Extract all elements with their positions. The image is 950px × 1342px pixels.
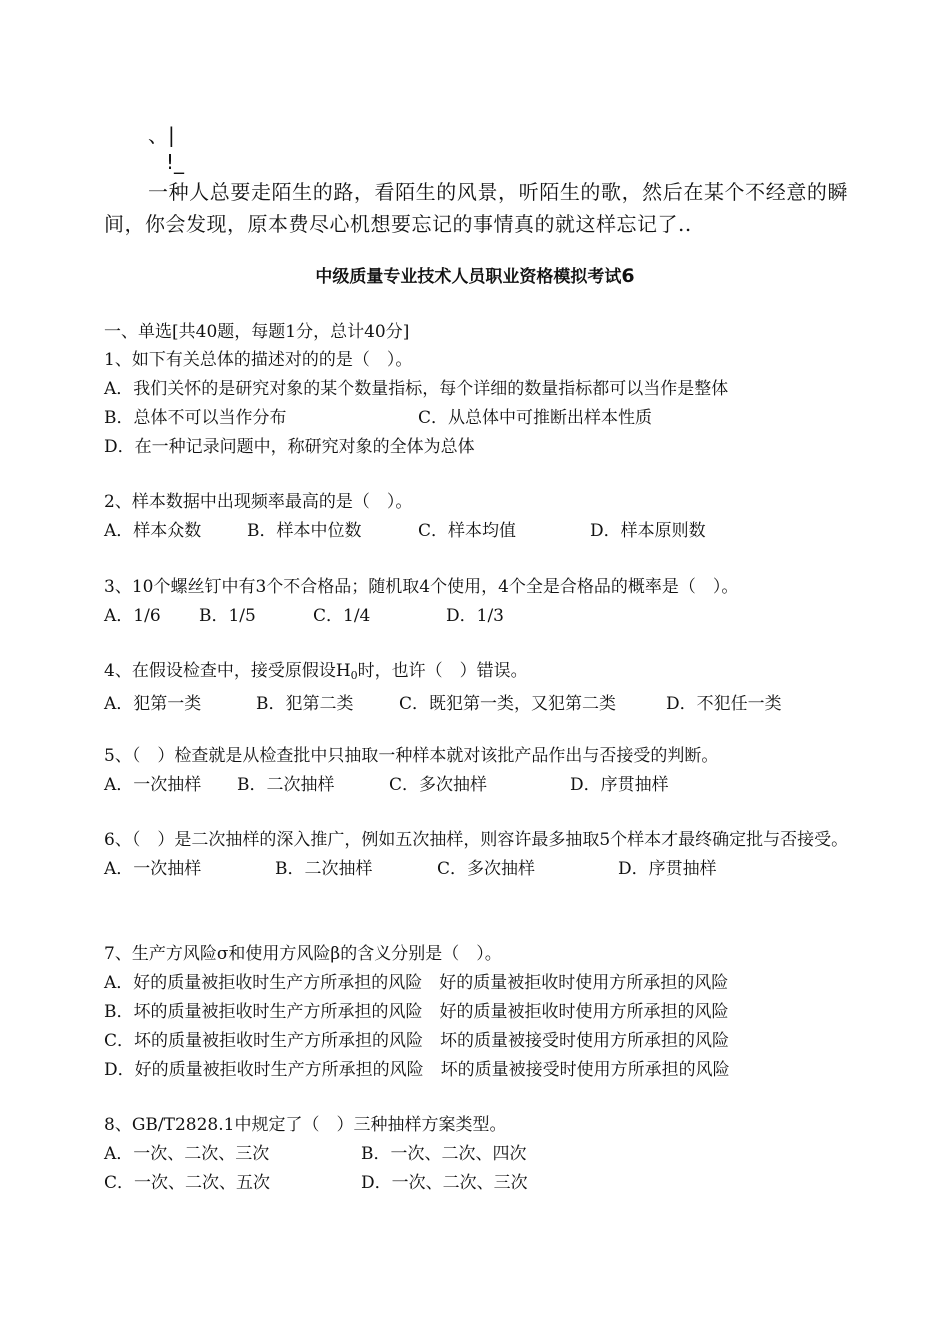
option-a: A．样本众数 bbox=[104, 521, 202, 541]
option-d: D．一次、二次、三次 bbox=[361, 1173, 528, 1193]
option-c: C．从总体中可推断出样本性质 bbox=[418, 408, 653, 428]
option-d: D．序贯抽样 bbox=[570, 775, 669, 795]
option-row bbox=[104, 855, 852, 884]
question-stem: 8、GB/T2828.1中规定了（ ）三种抽样方案类型。 bbox=[104, 1115, 507, 1135]
option-row bbox=[104, 517, 852, 546]
question-stem: 5、（ ）检查就是从检查批中只抽取一种样本就对该批产品作出与否接受的判断。 bbox=[104, 746, 719, 766]
option-row bbox=[104, 998, 852, 1027]
stray-mark-1: 、| bbox=[148, 123, 175, 147]
question-3 bbox=[104, 573, 852, 631]
question-4 bbox=[104, 657, 852, 719]
option-d: D．在一种记录问题中，称研究对象的全体为总体 bbox=[104, 437, 475, 457]
option-c: C．一次、二次、五次 bbox=[104, 1173, 271, 1193]
option-c: C．样本均值 bbox=[418, 521, 517, 541]
option-b: B．1/5 bbox=[199, 606, 256, 626]
question-1 bbox=[104, 346, 852, 462]
stray-mark-2: !_ bbox=[166, 150, 185, 174]
option-b: B．样本中位数 bbox=[247, 521, 362, 541]
question-stem: 7、生产方风险σ和使用方风险β的含义分别是（ ）。 bbox=[104, 944, 502, 964]
option-c: C．坏的质量被拒收时生产方所承担的风险 坏的质量被接受时使用方所承担的风险 bbox=[104, 1031, 730, 1051]
question-stem: 1、如下有关总体的描述对的的是（ ）。 bbox=[104, 350, 413, 370]
option-a: A．一次抽样 bbox=[104, 859, 202, 879]
option-row bbox=[104, 602, 852, 631]
option-row bbox=[104, 1056, 852, 1085]
option-d: D．序贯抽样 bbox=[618, 859, 717, 879]
option-a: A．一次抽样 bbox=[104, 775, 202, 795]
question-stem-part: 4、在假设检查中，接受原假设H bbox=[104, 661, 351, 681]
option-row bbox=[104, 690, 852, 719]
exam-title bbox=[0, 264, 950, 289]
option-c: C．1/4 bbox=[313, 606, 371, 626]
question-stem bbox=[104, 657, 852, 690]
option-b: B．二次抽样 bbox=[237, 775, 335, 795]
exam-title-text: 中级质量专业技术人员职业资格模拟考试 bbox=[315, 267, 622, 287]
question-5 bbox=[104, 742, 852, 800]
option-b: B．犯第二类 bbox=[256, 694, 354, 714]
option-row bbox=[104, 1027, 852, 1056]
option-row bbox=[104, 433, 852, 462]
option-b: B．总体不可以当作分布 bbox=[104, 408, 287, 428]
question-2 bbox=[104, 488, 852, 546]
option-d: D．好的质量被拒收时生产方所承担的风险 坏的质量被接受时使用方所承担的风险 bbox=[104, 1060, 730, 1080]
option-a: A．1/6 bbox=[104, 606, 161, 626]
subscript-zero: 0 bbox=[350, 669, 358, 682]
option-row bbox=[104, 969, 852, 998]
option-a: A．一次、二次、三次 bbox=[104, 1144, 270, 1164]
option-row bbox=[104, 771, 852, 800]
question-7 bbox=[104, 940, 852, 1085]
question-stem: 6、（ ）是二次抽样的深入推广，例如五次抽样，则容许最多抽取5个样本才最终确定批与否接受。 bbox=[104, 830, 849, 850]
option-b: B．一次、二次、四次 bbox=[361, 1144, 527, 1164]
option-row bbox=[104, 404, 852, 433]
option-a: A．犯第一类 bbox=[104, 694, 202, 714]
question-stem: 3、10个螺丝钉中有3个不合格品；随机取4个使用，4个全是合格品的概率是（ ）。 bbox=[104, 577, 739, 597]
option-c: C．既犯第一类，又犯第二类 bbox=[399, 694, 617, 714]
option-d: D．1/3 bbox=[446, 606, 504, 626]
option-row bbox=[104, 1169, 852, 1198]
question-8 bbox=[104, 1111, 852, 1198]
exam-title-number: 6 bbox=[621, 265, 635, 287]
question-6 bbox=[104, 826, 852, 884]
option-row bbox=[104, 375, 852, 404]
option-b: B．二次抽样 bbox=[275, 859, 373, 879]
question-stem: 2、样本数据中出现频率最高的是（ ）。 bbox=[104, 492, 413, 512]
option-a: A．我们关怀的是研究对象的某个数量指标，每个详细的数量指标都可以当作是整体 bbox=[104, 379, 729, 399]
option-c: C．多次抽样 bbox=[437, 859, 536, 879]
option-d: D．样本原则数 bbox=[590, 521, 706, 541]
section-heading: 一、单选[共40题，每题1分，总计40分] bbox=[104, 322, 410, 342]
option-row bbox=[104, 1140, 852, 1169]
option-d: D．不犯任一类 bbox=[666, 694, 782, 714]
option-a: A．好的质量被拒收时生产方所承担的风险 好的质量被拒收时使用方所承担的风险 bbox=[104, 973, 729, 993]
option-c: C．多次抽样 bbox=[389, 775, 488, 795]
option-b: B．坏的质量被拒收时生产方所承担的风险 好的质量被拒收时使用方所承担的风险 bbox=[104, 1002, 729, 1022]
intro-paragraph: 一种人总要走陌生的路，看陌生的风景，听陌生的歌，然后在某个不经意的瞬间，你会发现，原本费尽心机想要忘记的事情真的就这样忘记了.. bbox=[104, 180, 848, 236]
question-stem-part: 时，也许（ ）错误。 bbox=[357, 661, 528, 681]
